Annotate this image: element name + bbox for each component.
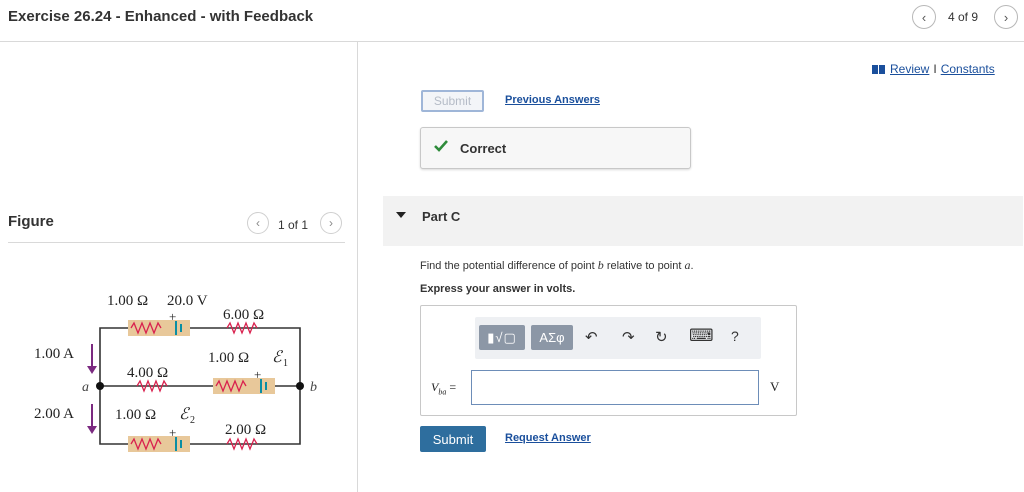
- label-current-1: 1.00 A: [34, 346, 75, 362]
- part-c-header[interactable]: [383, 196, 1023, 246]
- templates-button[interactable]: ▮√▢: [479, 325, 525, 350]
- figure-prev-button[interactable]: [247, 212, 269, 234]
- label-node-a: a: [82, 380, 89, 395]
- label-node-b: b: [310, 380, 317, 395]
- label-top-emf: 20.0 V: [167, 293, 208, 309]
- figure-count: 1 of 1: [278, 218, 309, 232]
- label-bot-emf: ℰ: [179, 406, 189, 423]
- label-mid-r1: 4.00 Ω: [127, 365, 169, 381]
- label-mid-emf-subscript: 1: [283, 358, 288, 369]
- previous-submit-button: Submit: [421, 90, 484, 112]
- chevron-left-icon: ‹: [256, 216, 260, 230]
- chevron-right-icon: ›: [1003, 9, 1009, 25]
- figure-rule: [8, 242, 345, 243]
- node-a-dot: [96, 382, 104, 390]
- caret-down-icon: [396, 212, 406, 218]
- exercise-title: Exercise 26.24 - Enhanced - with Feedback: [8, 8, 314, 25]
- circuit-diagram: [0, 280, 350, 470]
- label-current-2: 2.00 A: [34, 406, 75, 422]
- chevron-right-icon: ›: [329, 216, 333, 230]
- constants-link[interactable]: Constants: [940, 62, 995, 76]
- math-toolbar: [475, 317, 761, 359]
- answer-input[interactable]: [471, 370, 759, 405]
- label-top-r2: 6.00 Ω: [223, 307, 265, 323]
- page-header: [0, 0, 1024, 42]
- previous-answers-link[interactable]: Previous Answers: [505, 94, 600, 106]
- request-answer-link[interactable]: Request Answer: [505, 432, 591, 444]
- label-mid-r2: 1.00 Ω: [208, 350, 250, 366]
- label-bot-r1: 1.00 Ω: [115, 407, 157, 423]
- node-b-dot: [296, 382, 304, 390]
- link-separator: I: [933, 62, 937, 76]
- answer-area: [420, 305, 797, 416]
- undo-icon[interactable]: ↶: [585, 329, 598, 346]
- variable-label: $V_{ba}$ =: [431, 380, 457, 397]
- label-bot-r2: 2.00 Ω: [225, 422, 267, 438]
- exercise-pager: 4 of 9: [948, 10, 979, 24]
- figure-next-button[interactable]: [320, 212, 342, 234]
- help-icon[interactable]: ?: [731, 328, 739, 344]
- pane-divider: [357, 42, 358, 492]
- symbols-button[interactable]: ΑΣφ: [531, 325, 573, 350]
- feedback-text: Correct: [460, 141, 507, 156]
- battery-top-plus: +: [169, 309, 177, 324]
- chevron-left-icon: ‹: [921, 9, 927, 25]
- book-icon: [872, 65, 886, 74]
- resource-links: [872, 62, 995, 76]
- point-a: a: [684, 258, 691, 272]
- battery-mid-plus: +: [254, 367, 262, 382]
- label-mid-emf: ℰ: [272, 349, 282, 366]
- feedback-correct-box: [420, 127, 691, 169]
- reset-icon[interactable]: ↻: [655, 329, 668, 346]
- check-icon: [433, 139, 449, 153]
- redo-icon[interactable]: ↷: [622, 329, 635, 346]
- answer-instruction: Express your answer in volts.: [420, 283, 576, 295]
- point-b: b: [597, 258, 604, 272]
- part-title: Part C: [422, 209, 461, 224]
- figure-heading: Figure: [8, 213, 54, 230]
- question-text: Find the potential difference of point b relative to point a.: [420, 258, 694, 272]
- prev-exercise-button[interactable]: [912, 5, 936, 29]
- next-exercise-button[interactable]: [994, 5, 1018, 29]
- keyboard-icon[interactable]: ⌨: [689, 326, 714, 345]
- unit-label: V: [770, 379, 780, 394]
- battery-bot-plus: +: [169, 425, 177, 440]
- submit-button[interactable]: Submit: [420, 426, 486, 452]
- review-link[interactable]: Review: [890, 62, 930, 76]
- label-bot-emf-subscript: 2: [190, 415, 195, 426]
- label-top-r1: 1.00 Ω: [107, 293, 149, 309]
